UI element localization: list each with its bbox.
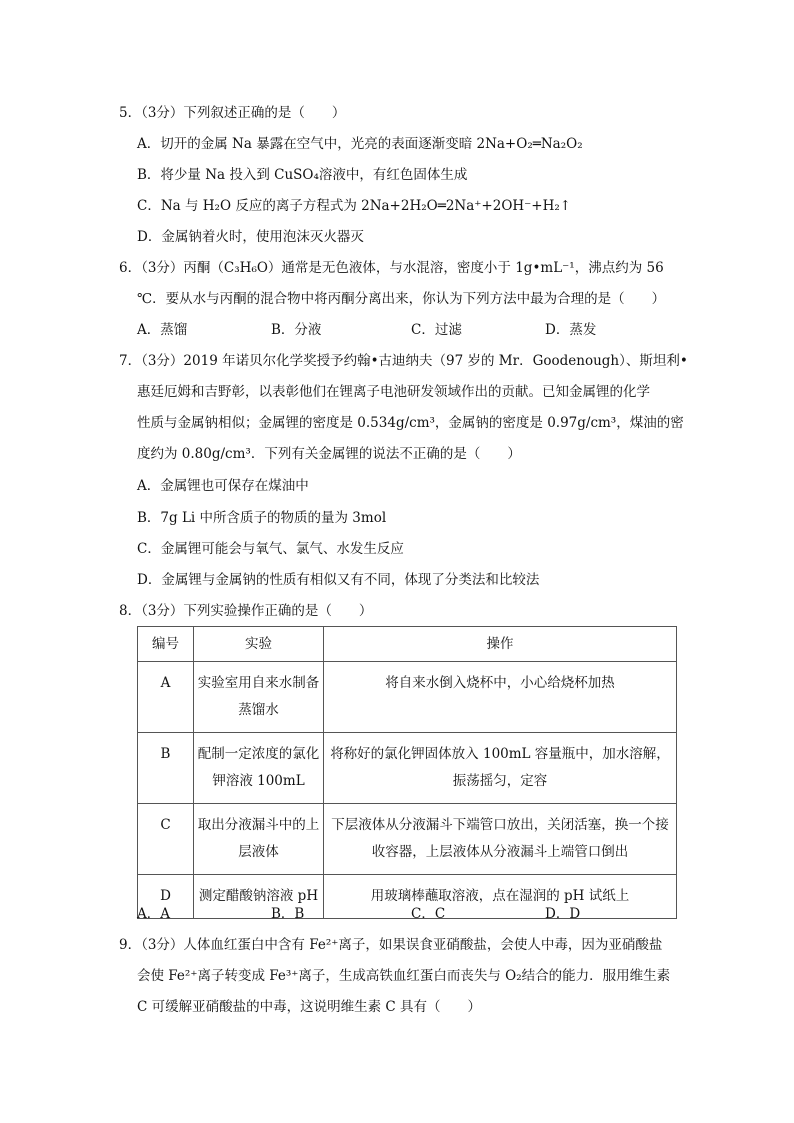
q8-option-d: D．D bbox=[545, 906, 581, 922]
row-operation: 用玻璃棒蘸取溶液，点在湿润的 pH 试纸上 bbox=[324, 875, 677, 919]
q5-option-d: D．金属钠着火时，使用泡沫灭火器灭 bbox=[137, 229, 364, 245]
q8-option-a: A．A bbox=[137, 906, 170, 922]
row-operation: 将称好的氯化钾固体放入 100mL 容量瓶中，加水溶解，振荡摇匀，定容 bbox=[324, 733, 677, 804]
q7-option-a: A．金属锂也可保存在煤油中 bbox=[137, 478, 309, 494]
q6-option-a: A．蒸馏 bbox=[137, 322, 188, 338]
q8-stem: 8．（3分）下列实验操作正确的是（ ） bbox=[119, 603, 373, 619]
q7-stem-line3: 性质与金属钠相似；金属锂的密度是 0.534g/cm³，金属钠的密度是 0.97g/cm³，煤油的密 bbox=[137, 415, 684, 431]
table-row bbox=[138, 662, 677, 733]
q6-option-d: D．蒸发 bbox=[545, 322, 597, 338]
row-id: A bbox=[138, 662, 194, 733]
q6-stem-line2: ℃．要从水与丙酮的混合物中将丙酮分离出来，你认为下列方法中最为合理的是（ ） bbox=[137, 291, 666, 307]
q6-option-c: C．过滤 bbox=[411, 322, 462, 338]
row-experiment: 配制一定浓度的氯化钾溶液 100mL bbox=[194, 733, 324, 804]
q5-option-b: B．将少量 Na 投入到 CuSO₄溶液中，有红色固体生成 bbox=[137, 167, 468, 183]
table-row bbox=[138, 733, 677, 804]
q6-option-b: B．分液 bbox=[271, 322, 322, 338]
row-operation: 将自来水倒入烧杯中，小心给烧杯加热 bbox=[324, 662, 677, 733]
q8-option-c: C．C bbox=[411, 906, 446, 922]
q7-option-c: C．金属锂可能会与氧气、氯气、水发生反应 bbox=[137, 541, 404, 557]
q6-stem-line1: 6．（3分）丙酮（C₃H₆O）通常是无色液体，与水混溶，密度小于 1g•mL⁻¹，沸点约为 56 bbox=[119, 260, 664, 276]
q5-option-a: A．切开的金属 Na 暴露在空气中，光亮的表面逐渐变暗 2Na+O₂═Na₂O₂ bbox=[137, 136, 583, 152]
row-id: C bbox=[138, 804, 194, 875]
q7-stem-line2: 惠廷厄姆和吉野彰，以表彰他们在锂离子电池研发领域作出的贡献。已知金属锂的化学 bbox=[137, 384, 650, 400]
header-id: 编号 bbox=[138, 627, 194, 662]
header-experiment: 实验 bbox=[194, 627, 324, 662]
header-operation: 操作 bbox=[324, 627, 677, 662]
table-header-row bbox=[138, 627, 677, 662]
row-experiment: 实验室用自来水制备蒸馏水 bbox=[194, 662, 324, 733]
row-id: D bbox=[138, 875, 194, 919]
table-row bbox=[138, 804, 677, 875]
q9-stem-line1: 9．（3分）人体血红蛋白中含有 Fe²⁺离子，如果误食亚硝酸盐，会使人中毒，因为亚硝酸盐 bbox=[119, 937, 663, 953]
q7-option-b: B．7g Li 中所含质子的物质的量为 3mol bbox=[137, 510, 387, 526]
q8-options bbox=[137, 904, 677, 924]
q9-stem-line3: C 可缓解亚硝酸盐的中毒，这说明维生素 C 具有（ ） bbox=[137, 999, 482, 1015]
q7-stem-line1: 7．（3分）2019 年诺贝尔化学奖授予约翰•古迪纳夫（97 岁的 Mr．Goodenough）、斯坦利• bbox=[119, 353, 688, 369]
q8-option-b: B．B bbox=[271, 906, 305, 922]
q5-stem: 5．（3分）下列叙述正确的是（ ） bbox=[119, 105, 346, 121]
row-experiment: 测定醋酸钠溶液 pH bbox=[194, 875, 324, 919]
row-id: B bbox=[138, 733, 194, 804]
q9-stem-line2: 会使 Fe²⁺离子转变成 Fe³⁺离子，生成高铁血红蛋白而丧失与 O₂结合的能力．服用维生素 bbox=[137, 968, 671, 984]
row-operation: 下层液体从分液漏斗下端管口放出，关闭活塞，换一个接收容器，上层液体从分液漏斗上端管口倒出 bbox=[324, 804, 677, 875]
row-experiment: 取出分液漏斗中的上层液体 bbox=[194, 804, 324, 875]
q5-option-c: C．Na 与 H₂O 反应的离子方程式为 2Na+2H₂O═2Na⁺+2OH⁻+H₂↑ bbox=[137, 198, 572, 214]
q6-options bbox=[137, 320, 677, 340]
q7-stem-line4: 度约为 0.80g/cm³．下列有关金属锂的说法不正确的是（ ） bbox=[137, 446, 521, 462]
q8-experiment-table bbox=[137, 626, 677, 919]
q7-option-d: D．金属锂与金属钠的性质有相似又有不同，体现了分类法和比较法 bbox=[137, 572, 540, 588]
